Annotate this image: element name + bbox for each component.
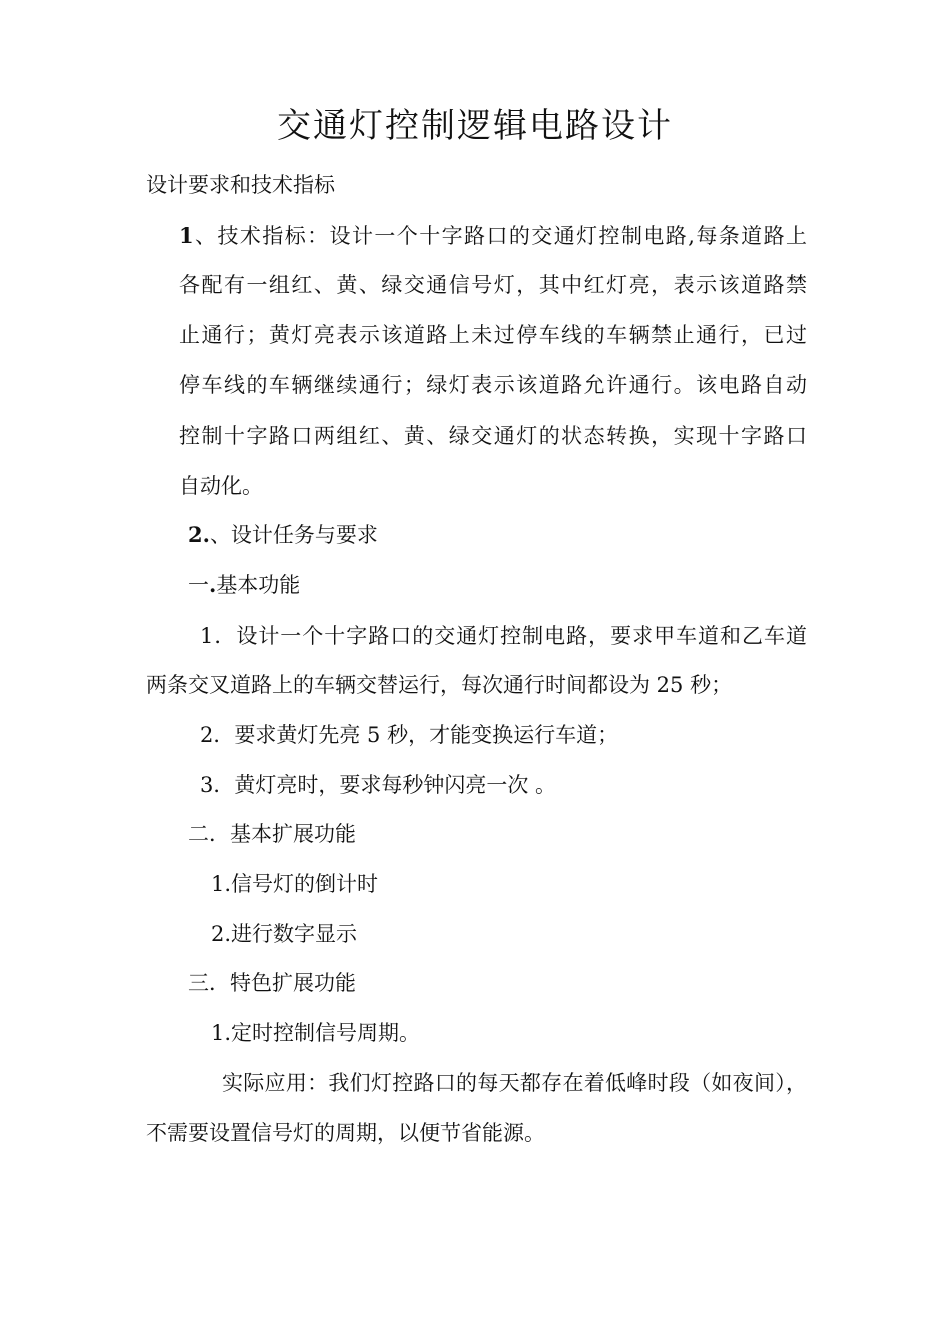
tech-spec-line-2: 各配有一组红、黄、绿交通信号灯，其中红灯亮，表示该道路禁 xyxy=(179,273,807,297)
basic-label: 基本功能 xyxy=(216,573,301,597)
application-line-2: 不需要设置信号灯的周期，以便节省能源。 xyxy=(146,1121,545,1145)
tech-spec-line-4: 停车线的车辆继续通行；绿灯表示该道路允许通行。该电路自动 xyxy=(179,373,807,397)
basic-item-3: 3．黄灯亮时，要求每秒钟闪亮一次 。 xyxy=(200,773,557,797)
tech-spec-number: 1 xyxy=(179,223,194,248)
task-label: 、设计任务与要求 xyxy=(209,523,378,547)
special-item-1: 1.定时控制信号周期。 xyxy=(211,1021,421,1045)
basic-prefix: 一 xyxy=(188,573,209,597)
extended-item-2: 2.进行数字显示 xyxy=(211,922,358,946)
tech-spec-line-6: 自动化。 xyxy=(179,474,263,498)
tech-spec-line-1 xyxy=(179,221,807,251)
application-line-1: 实际应用：我们灯控路口的每天都存在着低峰时段（如夜间）， xyxy=(222,1071,807,1095)
task-heading xyxy=(188,520,378,550)
basic-functions-heading xyxy=(188,570,300,600)
basic-dot: . xyxy=(209,572,217,597)
tech-spec-text: 、技术指标：设计一个十字路口的交通灯控制电路,每条道路上 xyxy=(193,224,807,248)
task-number: 2. xyxy=(188,522,210,547)
special-functions-heading: 三．特色扩展功能 xyxy=(188,971,356,995)
basic-item-1-line-1: 1．设计一个十字路口的交通灯控制电路，要求甲车道和乙车道 xyxy=(200,624,807,648)
extended-functions-heading: 二．基本扩展功能 xyxy=(188,822,356,846)
basic-item-1-line-2: 两条交叉道路上的车辆交替运行，每次通行时间都设为 25 秒； xyxy=(146,673,733,697)
document-title: 交通灯控制逻辑电路设计 xyxy=(277,106,673,146)
extended-item-1: 1.信号灯的倒计时 xyxy=(211,872,379,896)
tech-spec-line-5: 控制十字路口两组红、黄、绿交通灯的状态转换，实现十字路口 xyxy=(179,424,807,448)
basic-item-2: 2．要求黄灯先亮 5 秒，才能变换运行车道； xyxy=(200,723,619,747)
section-heading: 设计要求和技术指标 xyxy=(146,173,335,197)
tech-spec-line-3: 止通行；黄灯亮表示该道路上未过停车线的车辆禁止通行，已过 xyxy=(179,323,807,347)
